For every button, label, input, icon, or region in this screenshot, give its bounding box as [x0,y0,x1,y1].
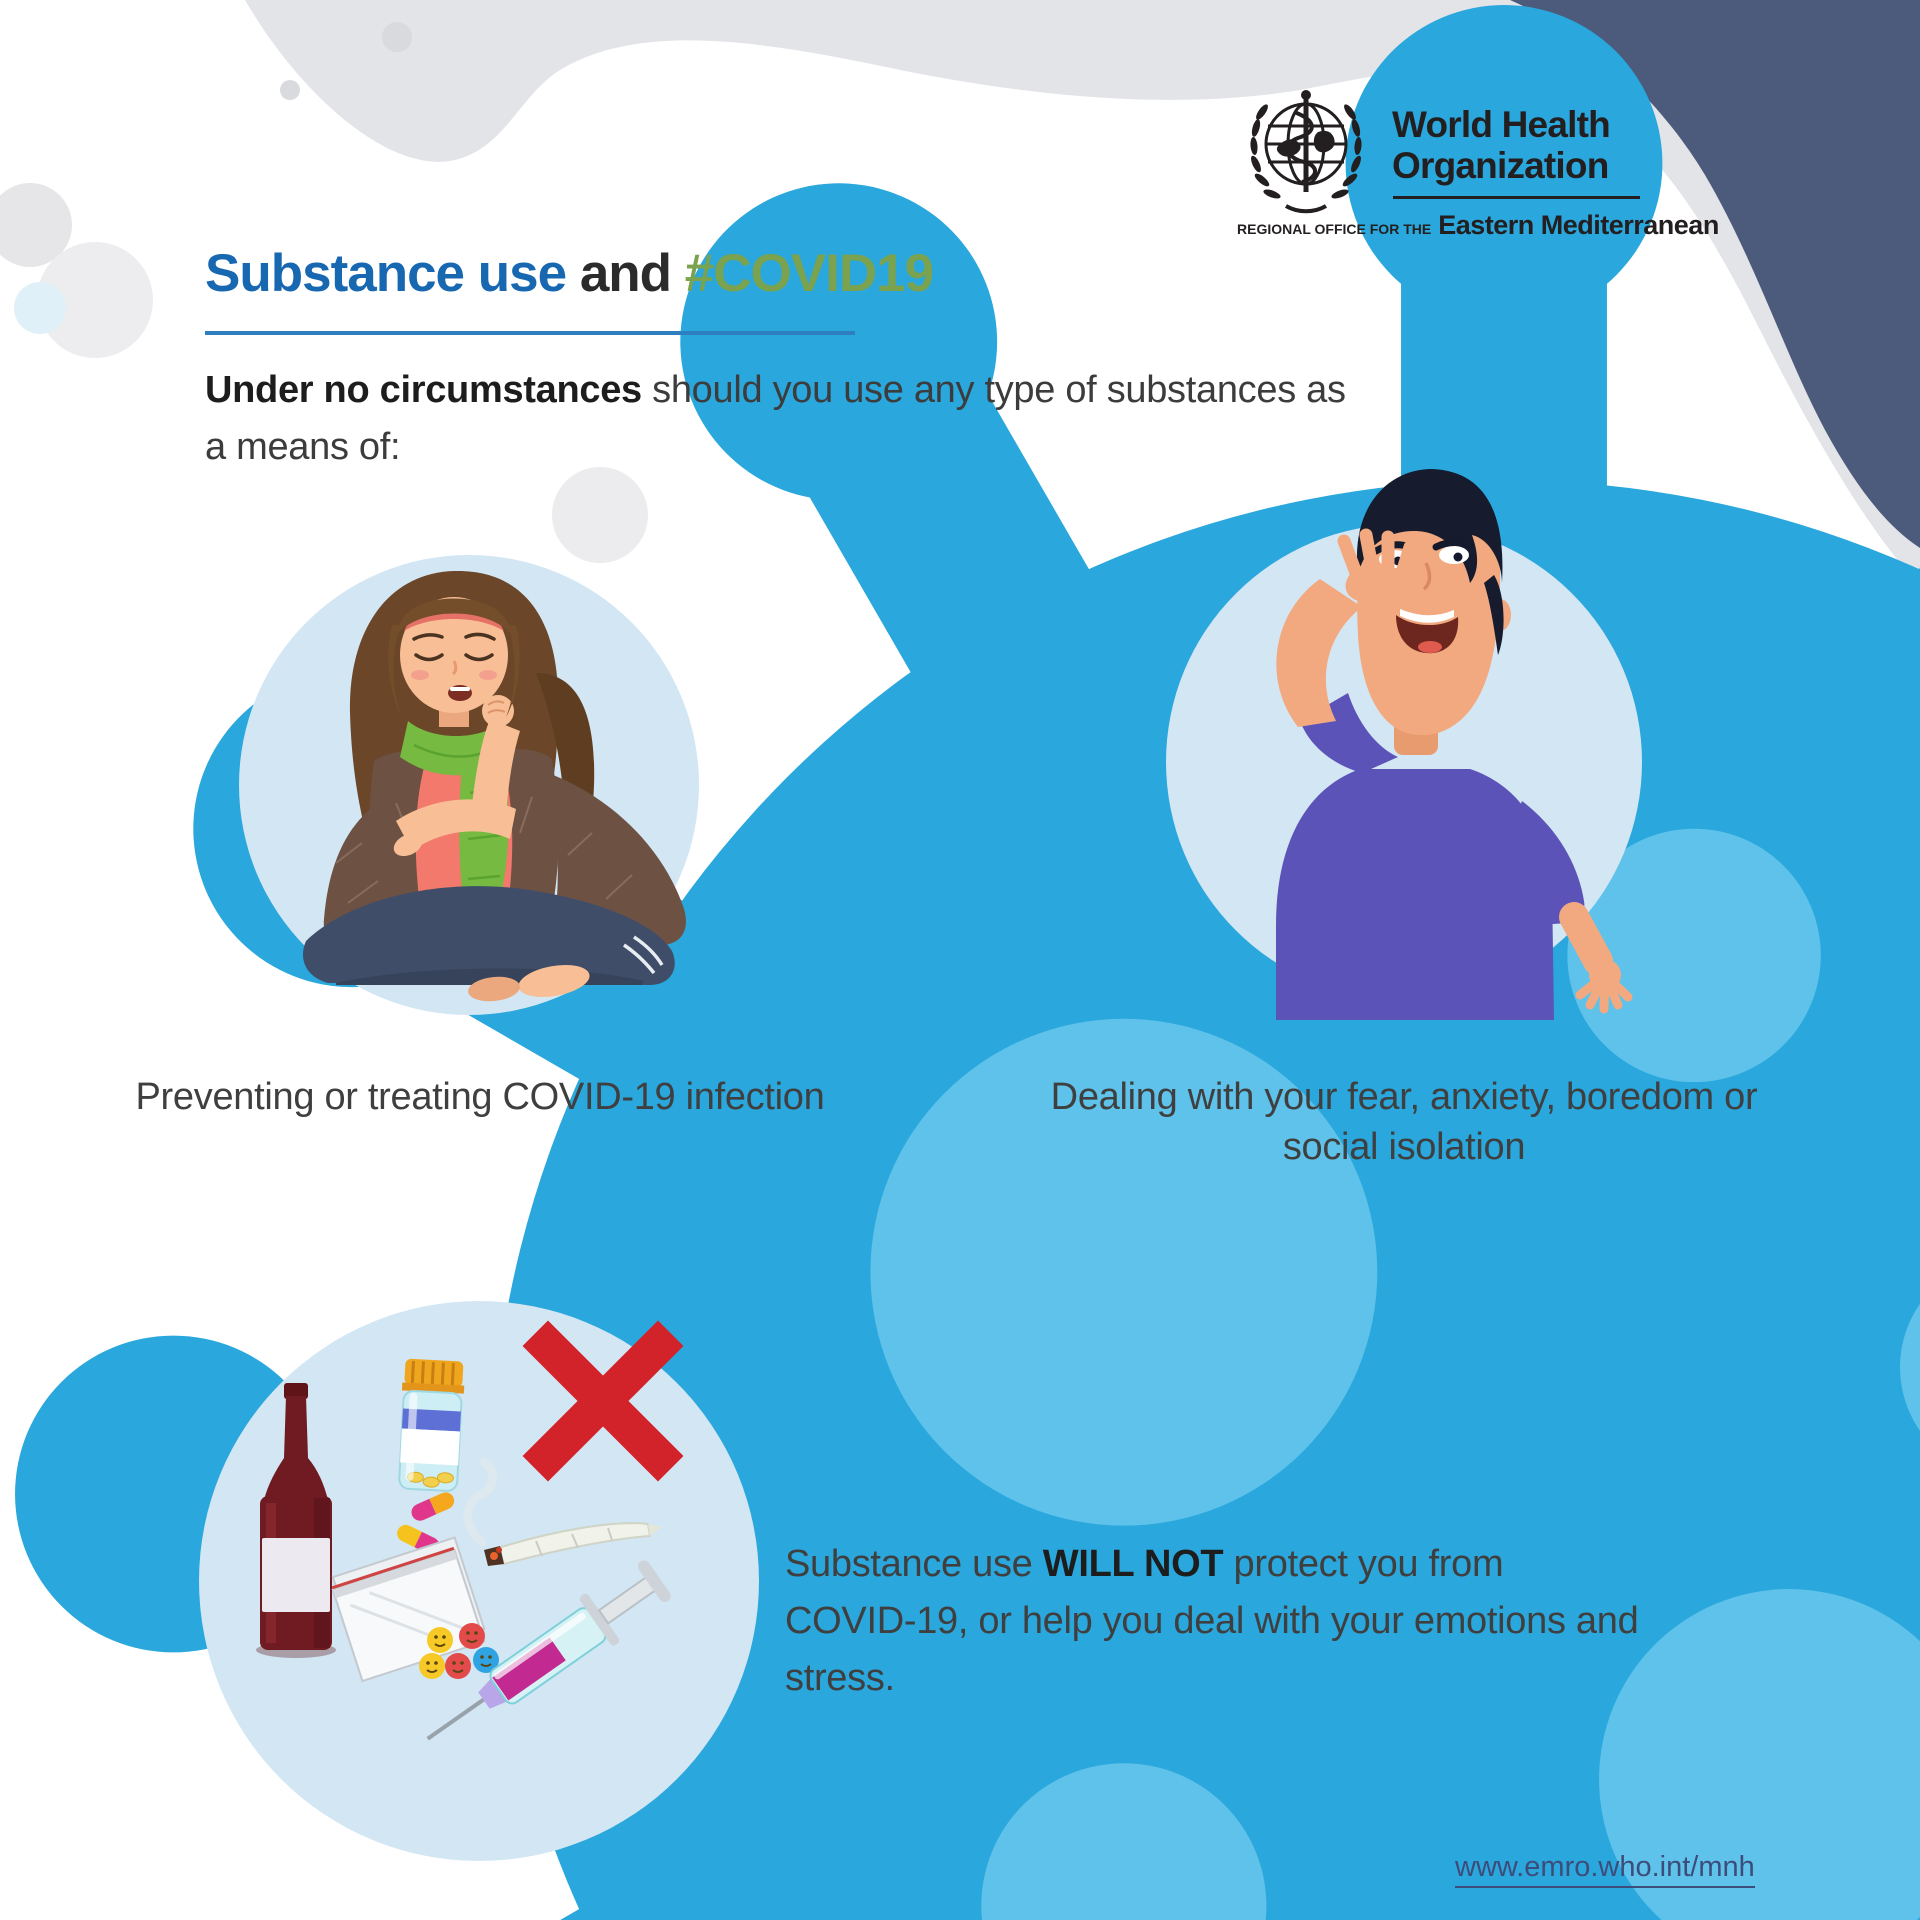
intro-line2: a means of: [205,426,401,468]
warning-pre: Substance use [785,1543,1043,1585]
who-office-region: Eastern Mediterranean [1438,210,1719,240]
title-underline [205,331,855,335]
caption-line: Dealing with your fear, anxiety, boredom or [1050,1076,1758,1118]
illustration-sick-woman [236,553,702,1019]
title-substance-use: Substance use [205,244,567,303]
who-name-line2: Organization [1392,145,1609,186]
footer-url-link[interactable]: www.emro.who.int/mnh [1455,1851,1755,1888]
page-title [205,243,933,304]
warning-line3: stress. [785,1657,895,1699]
pill-bottle [397,1358,466,1491]
who-office-prefix: REGIONAL OFFICE FOR THE [1237,221,1432,237]
warning-text [785,1536,1745,1707]
who-divider [1393,196,1640,199]
who-wordmark [1392,104,1610,186]
caption-line: social isolation [1282,1126,1526,1168]
warning-line2: COVID-19, or help you deal with your emotions and [785,1600,1639,1642]
caption-dealing [1004,1072,1804,1172]
warning-bold: WILL NOT [1042,1543,1224,1585]
who-name-line1: World Health [1392,104,1610,145]
title-covid19: #COVID19 [684,244,934,303]
who-emblem-icon [1246,82,1366,224]
caption-preventing [80,1072,880,1122]
who-office-line [1237,210,1719,241]
caption-line: Preventing or treating COVID-19 infection [135,1076,825,1118]
intro-bold: Under no circumstances [205,369,642,411]
illustration-substances [196,1298,762,1864]
intro-rest: should you use any type of substances as [641,369,1346,411]
title-and: and [566,244,685,303]
warning-post: protect you from [1223,1543,1504,1585]
illustration-anxious-man [1150,455,1680,1065]
